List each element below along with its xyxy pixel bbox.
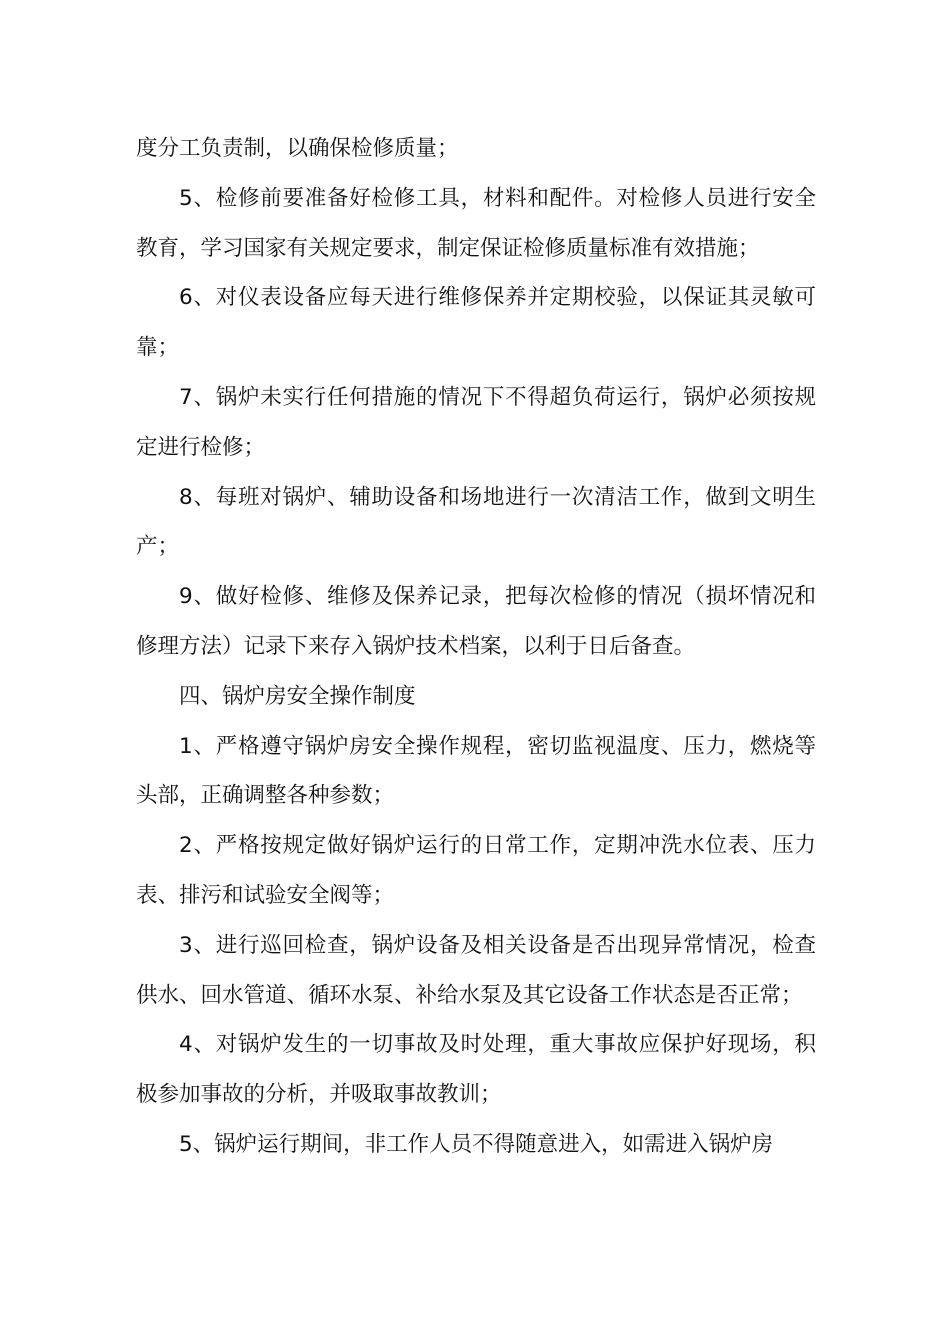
paragraph-8: 1、严格遵守锅炉房安全操作规程，密切监视温度、压力，燃烧等头部，正确调整各种参数； [136,733,816,809]
paragraph-1: 度分工负责制，以确保检修质量； [136,136,459,161]
document-body [136,124,816,1170]
paragraph-9: 2、严格按规定做好锅炉运行的日常工作，定期冲洗水位表、压力表、排污和试验安全阀等； [136,833,816,908]
paragraph-6: 9、做好检修、维修及保养记录，把每次检修的情况（损坏情况和修理方法）记录下来存入锅炉技术档案，以利于日后备查。 [136,584,816,659]
paragraph-12: 5、锅炉运行期间，非工作人员不得随意进入，如需进入锅炉房 [179,1131,774,1157]
paragraph-4: 7、锅炉未实行任何措施的情况下不得超负荷运行，锅炉必须按规定进行检修； [136,384,816,460]
paragraph-5: 8、每班对锅炉、辅助设备和场地进行一次清洁工作，做到文明生产； [136,484,816,560]
paragraph-3: 6、对仪表设备应每天进行维修保养并定期校验，以保证其灵敏可靠； [136,285,816,361]
section-heading: 四、锅炉房安全操作制度 [179,683,416,709]
paragraph-10: 3、进行巡回检查，锅炉设备及相关设备是否出现异常情况，检查供水、回水管道、循环水泵、补给水泵及其它设备工作状态是否正常； [136,932,816,1008]
paragraph-11: 4、对锅炉发生的一切事故及时处理，重大事故应保护好现场，积极参加事故的分析，并吸取事故教训； [136,1032,816,1108]
paragraph-2: 5、检修前要准备好检修工具，材料和配件。对检修人员进行安全教育，学习国家有关规定要求，制定保证检修质量标准有效措施； [136,185,816,261]
